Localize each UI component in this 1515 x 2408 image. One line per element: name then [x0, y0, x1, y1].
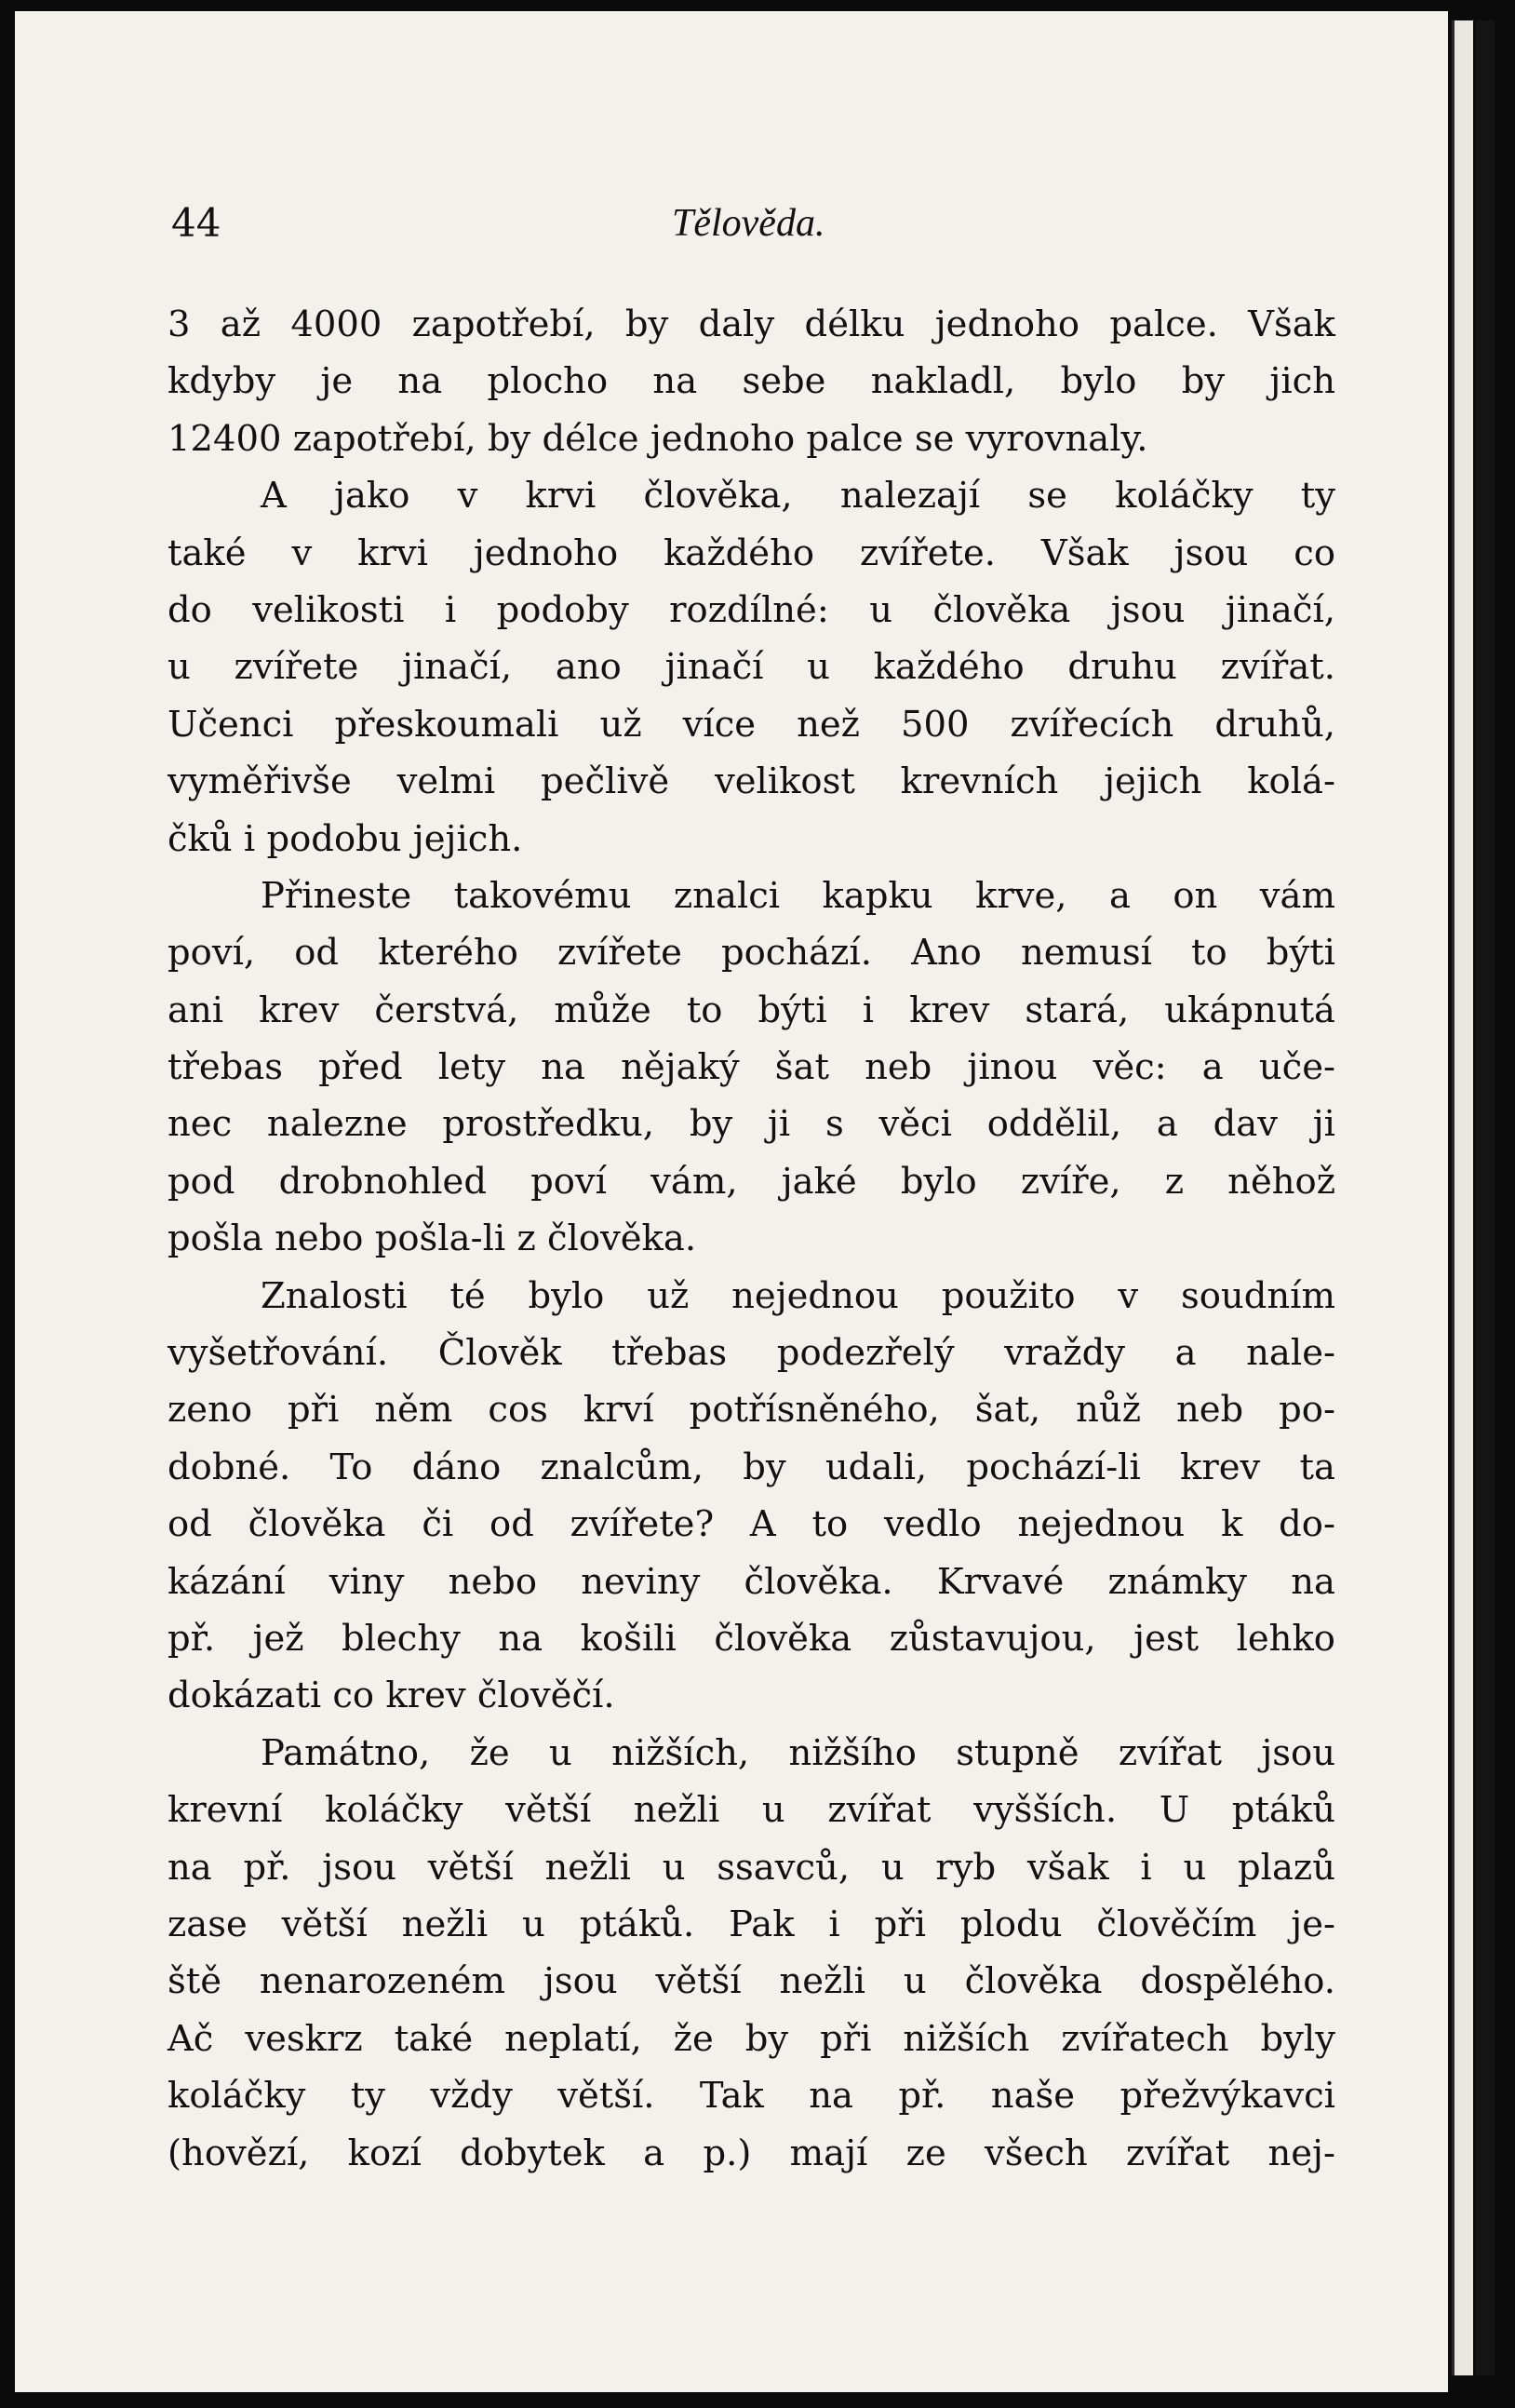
text-line: Učenci přeskoumali už více než 500 zvířecích druhů,: [168, 703, 1335, 746]
text-line: nec nalezne prostředku, by ji s věci oddělil, a dav ji: [168, 1103, 1335, 1146]
text-line: vyšetřování. Člověk třebas podezřelý vraždy a nale-: [168, 1332, 1335, 1375]
body-text: [168, 296, 1335, 2182]
text-line: 12400 zapotřebí, by délce jednoho palce se vyrovnaly.: [168, 417, 1148, 460]
text-line: pošla nebo pošla-li z člověka.: [168, 1217, 697, 1260]
text-line: př. jež blechy na košili člověka zůstavujou, jest lehko: [168, 1617, 1335, 1660]
text-line: vyměřivše velmi pečlivě velikost krevních jejich kolá-: [168, 760, 1335, 803]
text-line: třebas před lety na nějaký šat neb jinou věc: a uče-: [168, 1046, 1335, 1089]
text-line: zeno při něm cos krví potřísněného, šat, nůž neb po-: [168, 1389, 1335, 1432]
text-line: u zvířete jinačí, ano jinačí u každého druhu zvířat.: [168, 646, 1335, 689]
page-header: [168, 195, 1331, 251]
text-line: A jako v krvi člověka, nalezají se koláčky ty: [261, 475, 1335, 518]
text-line: Znalosti té bylo už nejednou použito v soudním: [261, 1274, 1335, 1317]
text-line: také v krvi jednoho každého zvířete. Však jsou co: [168, 531, 1335, 574]
page-edge-shadow: [1476, 20, 1495, 2375]
text-line: ště nenarozeném jsou větší nežli u člověka dospělého.: [168, 1960, 1335, 2003]
text-line: Přineste takovému znalci kapku krve, a on vám: [261, 874, 1335, 917]
page-number: 44: [171, 200, 221, 246]
text-line: čků i podobu jejich.: [168, 817, 523, 860]
text-line: kdyby je na plocho na sebe nakladl, bylo by jich: [168, 360, 1335, 403]
text-line: na př. jsou větší nežli u ssavců, u ryb však i u plazů: [168, 1846, 1335, 1889]
text-line: koláčky ty vždy větší. Tak na př. naše přežvýkavci: [168, 2075, 1335, 2118]
text-line: zase větší nežli u ptáků. Pak i při plodu člověčím je-: [168, 1903, 1335, 1945]
text-line: ani krev čerstvá, může to býti i krev stará, ukápnutá: [168, 989, 1335, 1031]
text-line: do velikosti i podoby rozdílné: u člověka jsou jinačí,: [168, 588, 1335, 631]
text-line: dobné. To dáno znalcům, by udali, pochází-li krev ta: [168, 1446, 1335, 1488]
text-line: dokázati co krev člověčí.: [168, 1675, 615, 1717]
text-line: krevní koláčky větší nežli u zvířat vyšších. U ptáků: [168, 1789, 1335, 1832]
text-line: (hovězí, kozí dobytek a p.) mají ze všech zvířat nej-: [168, 2132, 1335, 2174]
text-line: 3 až 4000 zapotřebí, by daly délku jednoho palce. Však: [168, 303, 1335, 345]
text-line: kázání viny nebo neviny člověka. Krvavé známky na: [168, 1560, 1335, 1603]
page-edge: [1452, 20, 1473, 2375]
text-line: poví, od kterého zvířete pochází. Ano nemusí to býti: [168, 932, 1335, 975]
running-title: Tělověda.: [672, 202, 825, 245]
text-line: pod drobnohled poví vám, jaké bylo zvíře, z něhož: [168, 1160, 1335, 1203]
text-line: od člověka či od zvířete? A to vedlo nejednou k do-: [168, 1503, 1335, 1546]
text-line: Památno, že u nižších, nižšího stupně zvířat jsou: [261, 1731, 1335, 1774]
text-line: Ač veskrz také neplatí, že by při nižších zvířatech byly: [168, 2017, 1335, 2060]
